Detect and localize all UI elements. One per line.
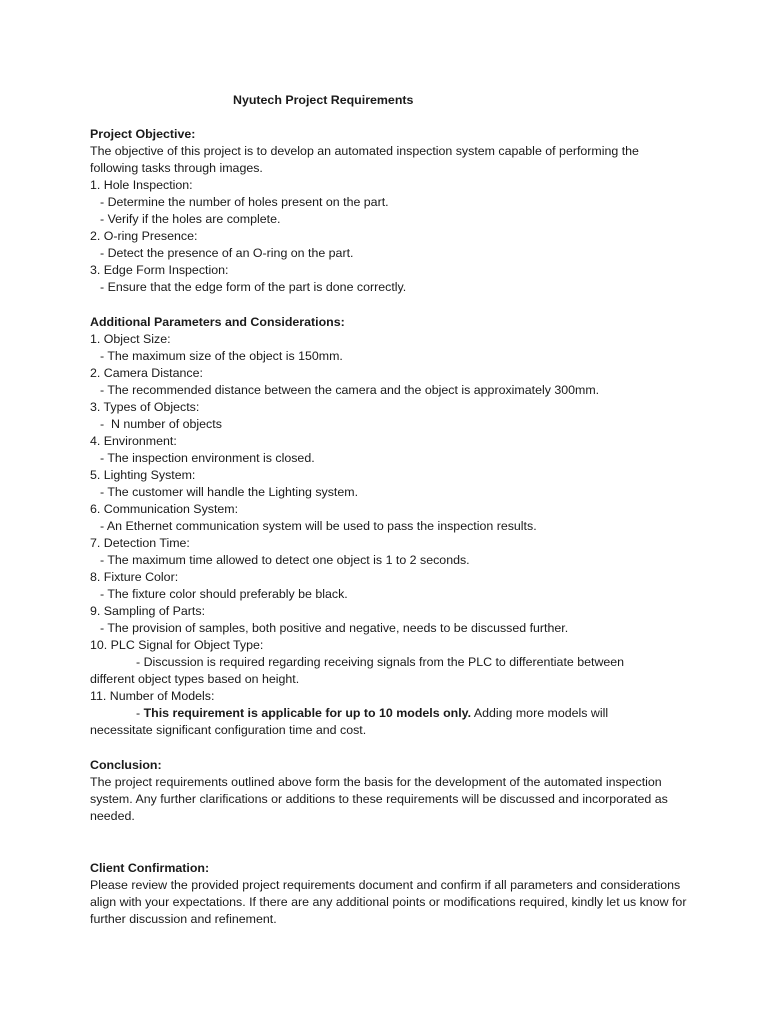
section-additional-parameters: [90, 314, 690, 739]
parameter-item: 5. Lighting System:: [90, 468, 196, 482]
objective-subitem: - Verify if the holes are complete.: [100, 212, 281, 226]
parameter-item: 3. Types of Objects:: [90, 400, 200, 414]
parameter-detail-continued: necessitate significant configuration time and cost.: [90, 723, 367, 737]
parameter-detail: - The customer will handle the Lighting system.: [100, 485, 359, 499]
parameter-detail: - The provision of samples, both positive and negative, needs to be discussed further.: [100, 621, 569, 635]
objective-item: 3. Edge Form Inspection:: [90, 263, 229, 277]
section-project-objective: [90, 126, 690, 296]
objective-subitem: - Determine the number of holes present on the part.: [100, 195, 389, 209]
parameter-detail: - Discussion is required regarding receiving signals from the PLC to differentiate between: [136, 655, 625, 669]
parameter-detail: - The recommended distance between the camera and the object is approximately 300mm.: [100, 383, 600, 397]
parameter-item: 4. Environment:: [90, 434, 177, 448]
detail-prefix: -: [136, 706, 144, 720]
parameter-detail: - The fixture color should preferably be black.: [100, 587, 348, 601]
parameter-detail: - The maximum time allowed to detect one object is 1 to 2 seconds.: [100, 553, 470, 567]
document-title: Nyutech Project Requirements: [233, 93, 414, 107]
parameter-detail: - The inspection environment is closed.: [100, 451, 315, 465]
section-client-confirmation: [90, 860, 690, 928]
confirmation-body: Please review the provided project requirements document and confirm if all parameters and considerations align with your expectations. If there are any additional points or modifications required, kindly let us know for further discussion and refinement.: [90, 878, 687, 926]
parameter-item: 6. Communication System:: [90, 502, 239, 516]
parameter-detail: [90, 705, 690, 722]
parameter-detail: - N number of objects: [100, 417, 222, 431]
objective-intro: The objective of this project is to develop an automated inspection system capable of performing the following tasks through images.: [90, 144, 639, 175]
section-heading: Client Confirmation:: [90, 861, 210, 875]
section-heading: Additional Parameters and Considerations:: [90, 315, 345, 329]
objective-item: 2. O-ring Presence:: [90, 229, 198, 243]
detail-emphasis: This requirement is applicable for up to 10 models only.: [143, 706, 472, 720]
parameter-detail: - An Ethernet communication system will be used to pass the inspection results.: [100, 519, 537, 533]
conclusion-body: The project requirements outlined above form the basis for the development of the automated inspection system. Any further clarifications or additions to these requirements will be discussed and incorporated as needed.: [90, 775, 668, 823]
parameter-item: 7. Detection Time:: [90, 536, 190, 550]
parameter-item: 2. Camera Distance:: [90, 366, 203, 380]
section-heading: Project Objective:: [90, 127, 196, 141]
parameter-detail: - The maximum size of the object is 150mm.: [100, 349, 343, 363]
parameter-detail-continued: different object types based on height.: [90, 672, 300, 686]
parameter-item: 10. PLC Signal for Object Type:: [90, 638, 264, 652]
section-conclusion: [90, 757, 690, 825]
objective-subitem: - Ensure that the edge form of the part is done correctly.: [100, 280, 407, 294]
objective-item: 1. Hole Inspection:: [90, 178, 193, 192]
detail-rest: Adding more models will: [471, 706, 609, 720]
section-heading: Conclusion:: [90, 758, 162, 772]
parameter-item: 1. Object Size:: [90, 332, 171, 346]
parameter-item: 11. Number of Models:: [90, 689, 215, 703]
parameter-item: 8. Fixture Color:: [90, 570, 179, 584]
parameter-item: 9. Sampling of Parts:: [90, 604, 206, 618]
objective-subitem: - Detect the presence of an O-ring on the part.: [100, 246, 354, 260]
